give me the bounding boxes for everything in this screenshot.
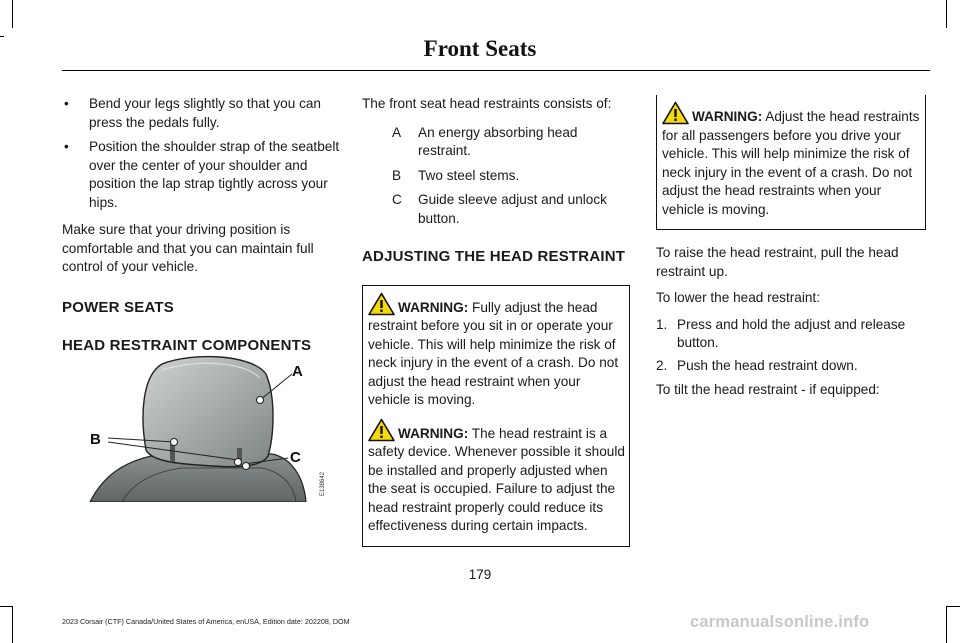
footer-text: 2023 Corsair (CTF) Canada/United States of America, enUSA, Edition date: 202208, DOM xyxy=(62,617,350,626)
paragraph: To raise the head restraint, pull the head restraint up. xyxy=(656,245,899,279)
crop-mark xyxy=(946,0,947,28)
part-text: Two steel stems. xyxy=(418,167,520,183)
warning-text: Fully adjust the head restraint before you sit in or operate your vehicle. This will help minimize the risk of neck injury in the event of a crash. Do not adjust the head restraint when your vehicle is moving. xyxy=(368,299,619,407)
section-heading: ADJUSTING THE HEAD RESTRAINT xyxy=(362,248,626,265)
list-item xyxy=(362,191,630,228)
bullet-list xyxy=(62,95,342,212)
crop-mark xyxy=(0,606,12,607)
watermark: carmanualsonline.info xyxy=(690,613,870,631)
head-restraint-diagram xyxy=(62,338,338,502)
warning-item xyxy=(368,418,626,536)
crop-mark xyxy=(946,606,947,643)
part-text: An energy absorbing head restraint. xyxy=(418,124,578,158)
part-key: B xyxy=(392,167,402,183)
page-number: 179 xyxy=(468,567,492,582)
paragraph: The front seat head restraints consists of: xyxy=(362,96,612,111)
warning-label: WARNING: xyxy=(692,109,763,124)
warning-item xyxy=(368,292,626,410)
header-divider xyxy=(62,70,930,71)
column-middle xyxy=(362,95,630,547)
warning-label: WARNING: xyxy=(398,299,469,315)
parts-list xyxy=(362,124,630,229)
paragraph: Make sure that your driving position is comfortable and that you can maintain full control of your vehicle. xyxy=(62,222,314,274)
steps-list xyxy=(656,316,926,376)
list-item xyxy=(362,124,630,161)
warning-triangle-icon xyxy=(368,418,395,442)
crop-mark xyxy=(12,606,13,643)
section-heading: POWER SEATS xyxy=(62,298,174,316)
step-text: Push the head restraint down. xyxy=(677,357,858,373)
bullet-item: • Position the shoulder strap of the seatbelt over the center of your shoulder and position the lap strap tightly across your hips. xyxy=(62,138,342,212)
column-left xyxy=(62,95,342,356)
list-item xyxy=(362,167,630,186)
paragraph: To tilt the head restraint - if equipped: xyxy=(656,382,880,397)
step-number: 1. xyxy=(656,316,668,332)
warning-box xyxy=(362,285,630,547)
paragraph: To lower the head restraint: xyxy=(656,290,820,305)
column-right xyxy=(656,95,926,408)
warning-label: WARNING: xyxy=(398,425,469,441)
warning-triangle-icon xyxy=(368,292,395,316)
label-a: A xyxy=(292,363,303,380)
warning-text: The head restraint is a safety device. Whenever possible it should be installed and properly adjusted when the seat is occupied. Failure to adjust the head restraint properly could reduce its effectiveness during certain impacts. xyxy=(368,425,625,533)
warning-box xyxy=(656,95,926,230)
label-c: C xyxy=(290,449,301,466)
step-text: Press and hold the adjust and release button. xyxy=(677,316,906,350)
bullet-item: • Bend your legs slightly so that you can press the pedals fully. xyxy=(62,95,342,132)
figure-code: E138642 xyxy=(320,471,326,496)
section-heading: HEAD RESTRAINT COMPONENTS xyxy=(62,337,312,354)
list-item xyxy=(656,316,926,353)
warning-item xyxy=(662,101,922,219)
crop-mark xyxy=(946,606,960,607)
part-text: Guide sleeve adjust and unlock button. xyxy=(418,192,607,226)
warning-text: Adjust the head restraints for all passengers before you drive your vehicle. This will help minimize the risk of neck injury in the event of a crash. Do not adjust the head restraints when your vehicle is moving. xyxy=(662,109,920,217)
label-b: B xyxy=(90,431,101,448)
page-title: Front Seats xyxy=(423,36,537,61)
list-item xyxy=(656,357,926,376)
step-number: 2. xyxy=(656,357,668,373)
warning-triangle-icon xyxy=(662,101,689,125)
crop-mark xyxy=(12,0,13,28)
part-key: C xyxy=(392,192,402,207)
part-key: A xyxy=(392,124,402,140)
